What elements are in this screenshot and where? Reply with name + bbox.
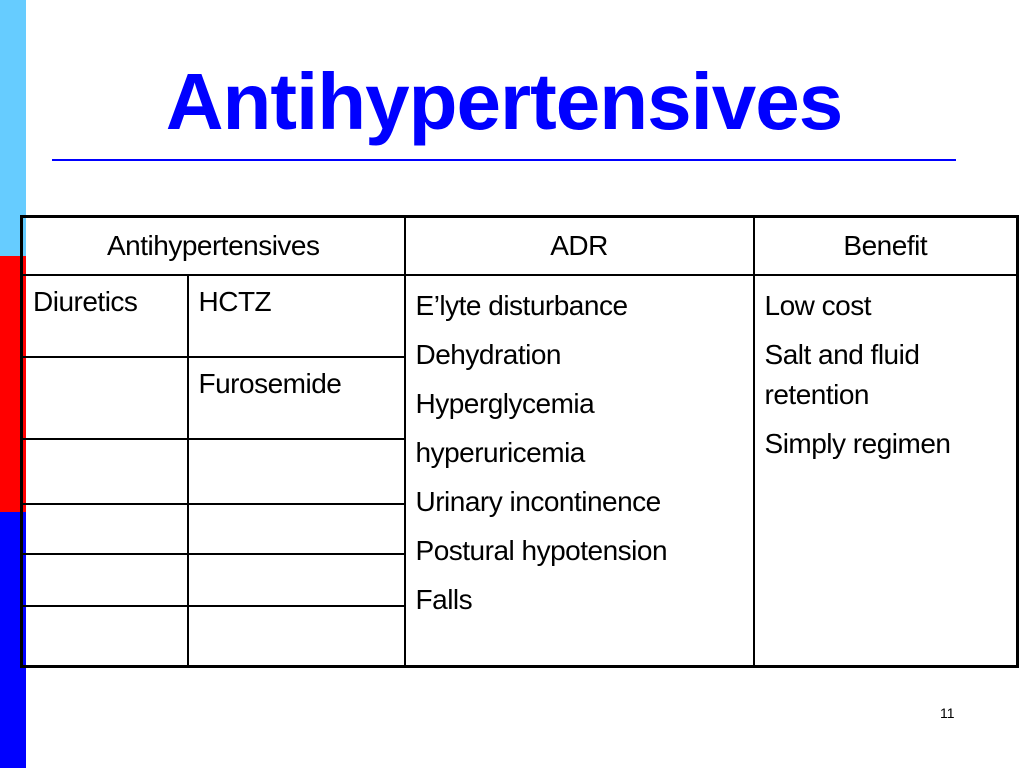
- benefit-item: Simply regimen: [764, 428, 951, 459]
- adr-item: E’lyte disturbance: [415, 290, 628, 321]
- header-antihypertensives: Antihypertensives: [22, 217, 405, 276]
- drug-name-cell-empty: [188, 504, 405, 554]
- adr-item: Urinary incontinence: [415, 486, 661, 517]
- header-benefit: Benefit: [754, 217, 1018, 276]
- drug-class-cell-empty: [22, 439, 188, 504]
- drug-name-cell: Furosemide: [188, 357, 405, 439]
- adr-item: hyperuricemia: [415, 437, 585, 468]
- drug-name-cell-empty: [188, 439, 405, 504]
- slide-title: Antihypertensives: [165, 57, 843, 146]
- drug-class-cell-empty: [22, 554, 188, 606]
- header-adr: ADR: [405, 217, 754, 276]
- benefit-item: Low cost: [764, 290, 872, 321]
- benefit-item: Salt and fluid retention: [764, 339, 920, 410]
- drug-name-cell-empty: [188, 606, 405, 666]
- drug-class-cell-empty: [22, 357, 188, 439]
- drug-class-cell: Diuretics: [22, 275, 188, 357]
- adr-cell: [405, 275, 754, 666]
- drug-name-cell: HCTZ: [188, 275, 405, 357]
- table-header-row: [22, 217, 1018, 276]
- title-underline: [52, 159, 956, 161]
- adr-item: Hyperglycemia: [415, 388, 595, 419]
- table-row: [22, 275, 1018, 357]
- adr-item: Dehydration: [415, 339, 561, 370]
- antihypertensives-table: [20, 215, 1019, 668]
- adr-item: Postural hypotension: [415, 535, 668, 566]
- drug-class-cell-empty: [22, 606, 188, 666]
- drug-class-cell-empty: [22, 504, 188, 554]
- drug-name-cell-empty: [188, 554, 405, 606]
- benefit-cell: [754, 275, 1018, 666]
- adr-item: Falls: [415, 584, 473, 615]
- page-number: 11: [940, 705, 955, 721]
